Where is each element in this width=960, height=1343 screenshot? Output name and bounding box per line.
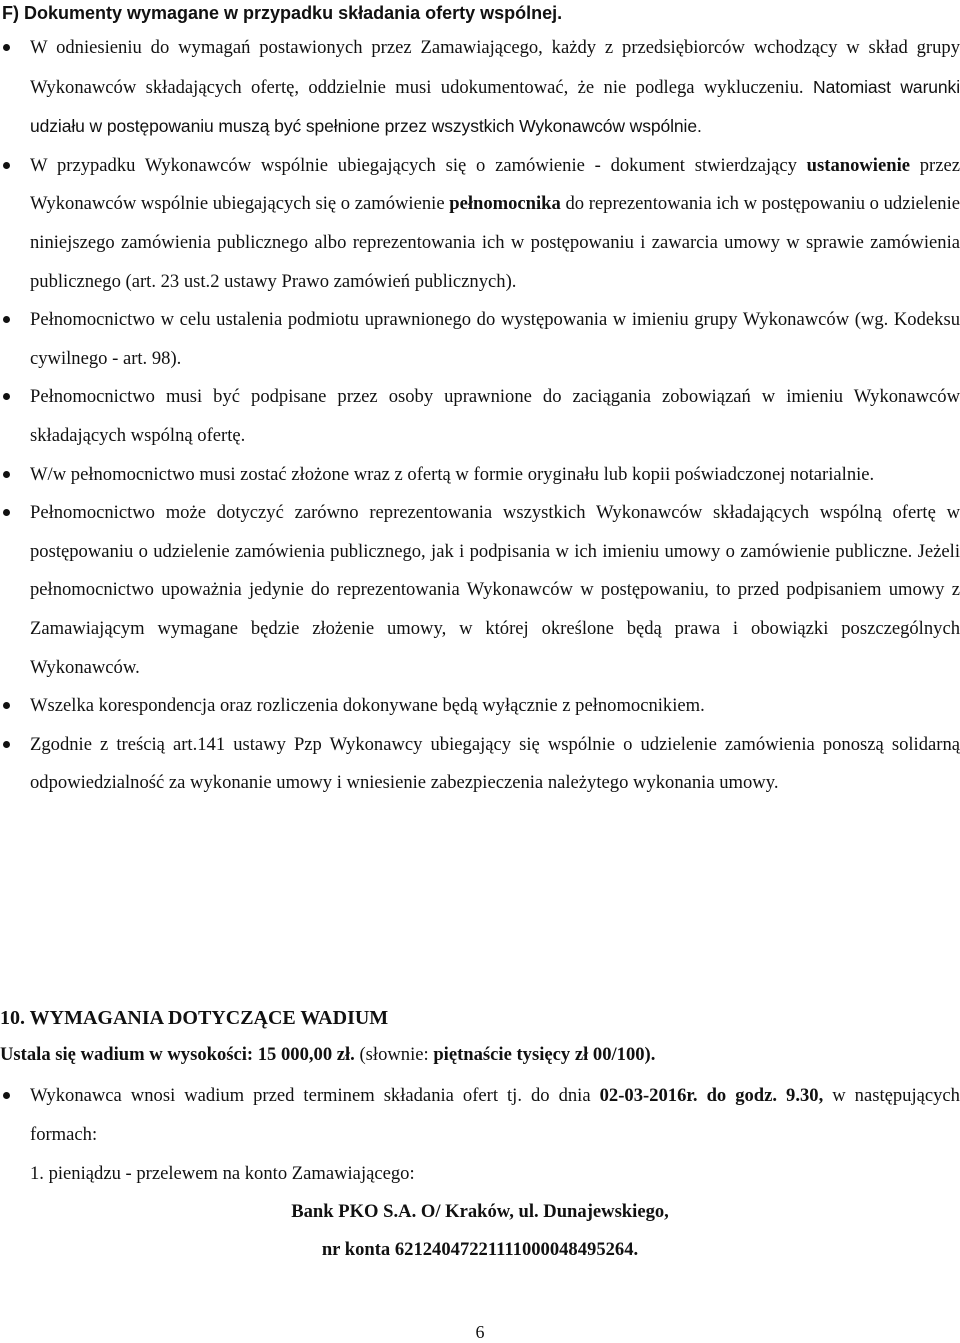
section-f-heading: F) Dokumenty wymagane w przypadku składania oferty wspólnej.	[2, 3, 563, 23]
list-item	[0, 494, 960, 687]
amount-words-prefix: (słownie:	[354, 1044, 434, 1065]
list-item	[0, 378, 960, 455]
list-item	[0, 29, 960, 147]
list-item	[0, 301, 960, 378]
item-text: Pełnomocnictwo w celu ustalenia podmiotu uprawnionego do występowania w imieniu grupy Wykonawców (wg. Kodeksu cywilnego - art. 98).	[30, 309, 960, 369]
item-bold-term: ustanowienie	[806, 154, 910, 176]
bank-name: Bank PKO S.A. O/ Kraków, ul. Dunajewskiego,	[291, 1201, 669, 1222]
item-text: W przypadku Wykonawców wspólnie ubiegających się o zamówienie - dokument stwierdzający	[30, 154, 807, 176]
list-item	[0, 726, 960, 803]
account-number: nr konta 62124047221111000048495264.	[321, 1239, 639, 1260]
list-item	[0, 687, 960, 726]
section-10-list	[0, 1077, 960, 1154]
list-item	[0, 456, 960, 495]
payment-form-1: 1. pieniądzu - przelewem na konto Zamawiającego:	[30, 1163, 415, 1184]
amount-words: piętnaście tysięcy zł 00/100).	[433, 1044, 656, 1065]
section-10-heading: 10. WYMAGANIA DOTYCZĄCE WADIUM	[0, 1007, 389, 1029]
list-item	[0, 147, 960, 301]
item-text: do reprezentowania ich w postępowaniu o udzielenie niniejszego zamówienia publicznego albo reprezentowania ich w postępowaniu i zawarcia umowy w sprawie zamówienia publicznego (art. 23 ust.2 ustawy Prawo zamówień publicznych).	[30, 193, 960, 292]
amount-bold: Ustala się wadium w wysokości: 15 000,00 zł.	[0, 1044, 355, 1065]
item-text: W/w pełnomocnictwo musi zostać złożone wraz z ofertą w formie oryginału lub kopii poświadczonej notarialnie.	[30, 463, 875, 485]
item-text: Pełnomocnictwo może dotyczyć zarówno reprezentowania wszystkich Wykonawców składających wspólną ofertę w postępowaniu o udzielenie zamówienia publicznego, jak i podpisania w ich imieniu umowy o zamówienie publiczne. Jeżeli pełnomocnictwo upoważnia jedynie do reprezentowania Wykonawców w postępowaniu, to przed podpisaniem umowy z Zamawiającym wymagane będzie złożenie umowy, w której określone będą prawa i obowiązki poszczególnych Wykonawców.	[30, 502, 960, 678]
item-text: w następujących formach:	[30, 1085, 960, 1145]
page-number: 6	[475, 1322, 485, 1342]
deadline-date: 02-03-2016r. do godz. 9.30,	[599, 1085, 824, 1106]
item-text: Pełnomocnictwo musi być podpisane przez osoby uprawnione do zaciągania zobowiązań w imieniu Wykonawców składających wspólną ofertę.	[30, 386, 960, 446]
item-bold-term: pełnomocnika	[449, 193, 561, 215]
item-text: Zgodnie z treścią art.141 ustawy Pzp Wykonawcy ubiegający się wspólnie o udzielenie zamówienia ponoszą solidarną odpowiedzialność za wykonanie umowy i wniesienie zabezpieczenia należytego wykonania umowy.	[30, 733, 960, 794]
section-f-list	[0, 29, 960, 803]
item-text-sans: Natomiast warunki udziału w postępowaniu muszą być spełnione przez wszystkich Wykonawców wspólnie.	[30, 76, 960, 137]
wadium-amount	[0, 1041, 655, 1069]
item-text: przez Wykonawców wspólnie ubiegających się o zamówienie	[30, 154, 960, 215]
list-item	[0, 1077, 960, 1154]
item-text: Wszelka korespondencja oraz rozliczenia dokonywane będą wyłącznie z pełnomocnikiem.	[30, 695, 705, 717]
item-text: W odniesieniu do wymagań postawionych przez Zamawiającego, każdy z przedsiębiorców wchodzący w skład grupy Wykonawców składających ofertę, oddzielnie musi udokumentować, że nie podlega wykluczeniu.	[30, 37, 960, 98]
item-text: Wykonawca wnosi wadium przed terminem składania ofert tj. do dnia	[30, 1085, 600, 1106]
